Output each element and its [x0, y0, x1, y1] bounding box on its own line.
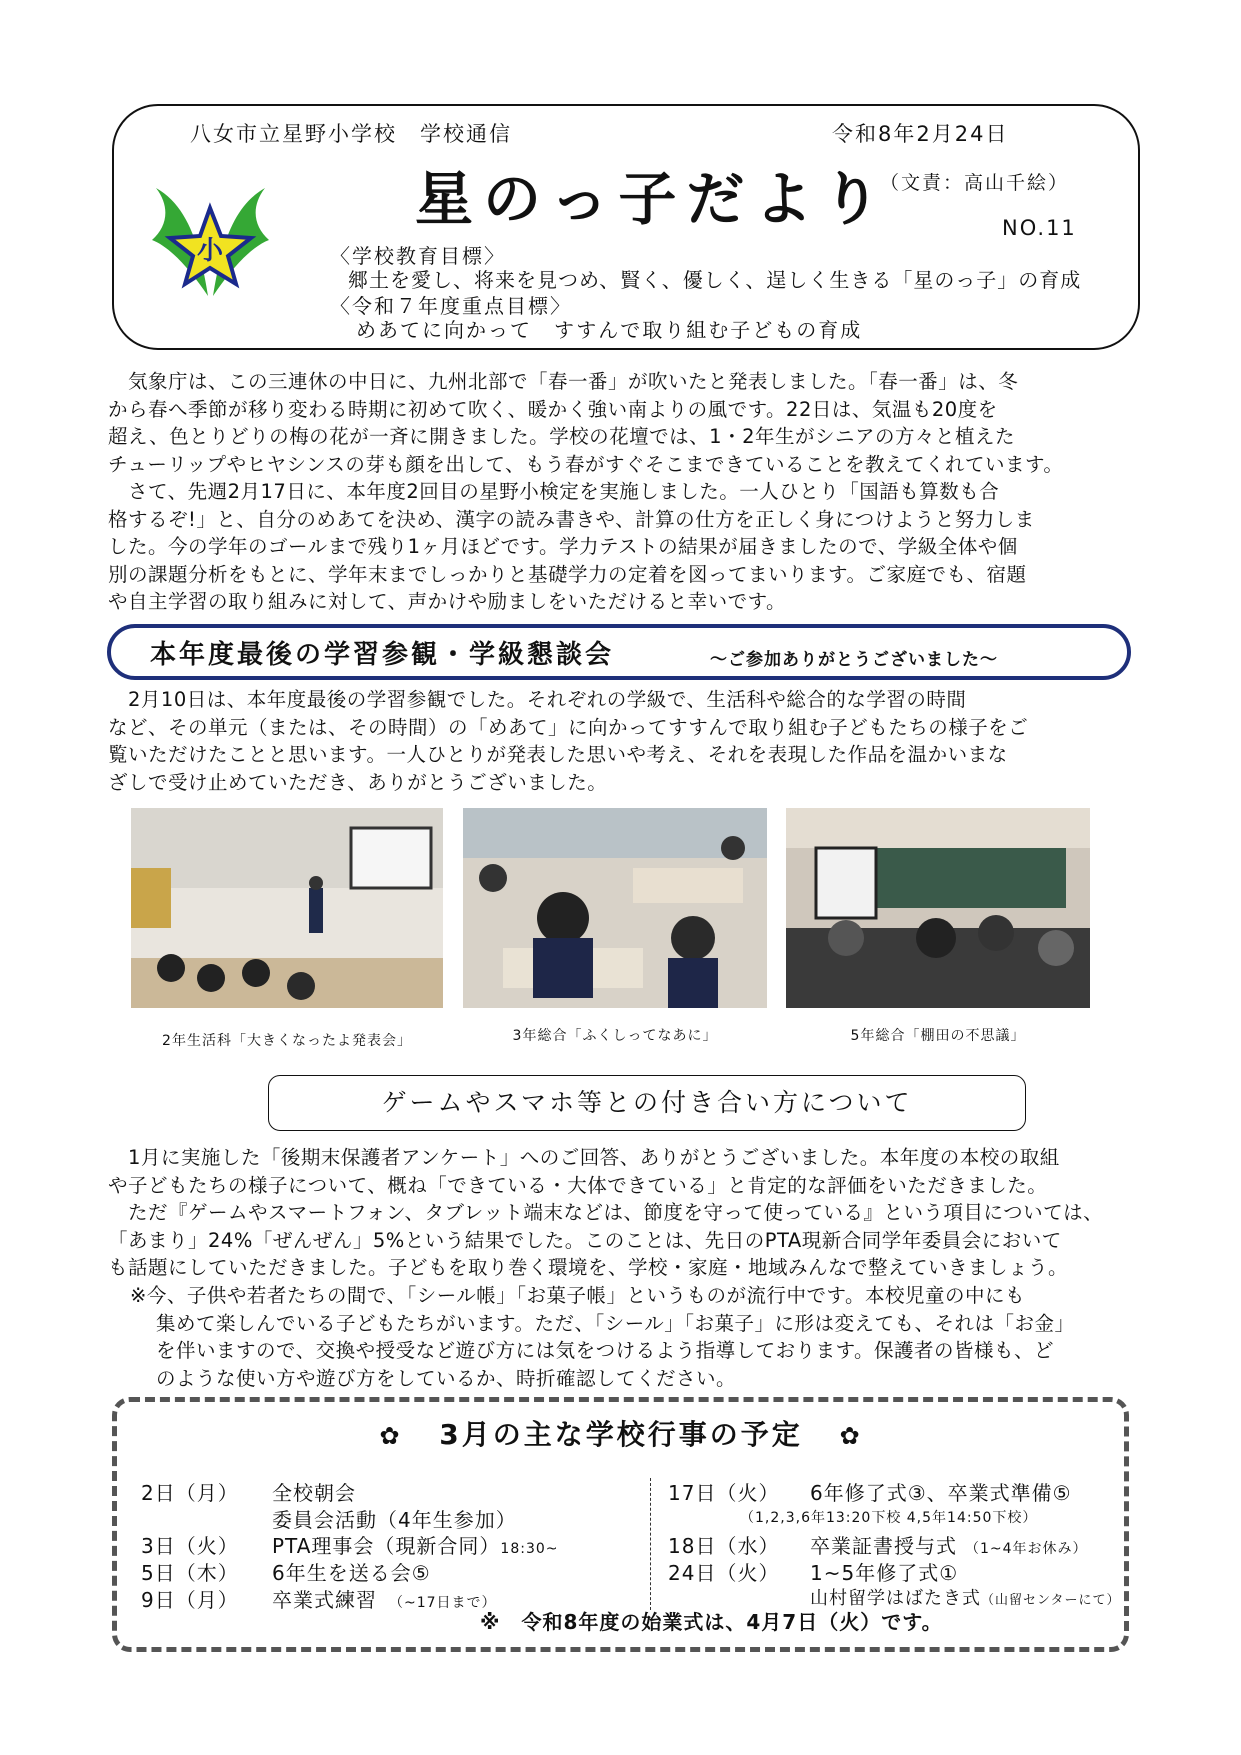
newsletter-title: 星のっ子だより — [415, 165, 891, 233]
focus-text: めあてに向かって すすんで取り組む子どもの育成 — [356, 318, 863, 342]
focus-label: 〈令和７年度重点目標〉 — [330, 294, 572, 318]
section2-heading: ゲームやスマホ等との付き合い方について — [268, 1075, 1026, 1131]
sched-left-day: 3日（火） — [141, 1534, 239, 1558]
sched-left-event: 全校朝会 — [272, 1481, 356, 1505]
flower-icon: ✿ — [839, 1422, 863, 1450]
goal-label: 〈学校教育目標〉 — [330, 244, 506, 268]
sched-right-day: 17日（火） — [668, 1481, 780, 1505]
photo-grade3 — [463, 808, 767, 1008]
section1-heading: 本年度最後の学習参観・学級懇談会 — [150, 640, 615, 670]
issue-number: NO.11 — [1002, 216, 1077, 240]
sched-right-event: 卒業証書授与式 （1~4年お休み） — [810, 1534, 1088, 1558]
sched-right-day: 24日（火） — [668, 1561, 780, 1585]
author: （文責：高山千絵） — [880, 172, 1070, 194]
sched-right-event: 6年修了式③、卒業式準備⑤ — [810, 1481, 1072, 1505]
sched-left-event: 委員会活動（4年生参加） — [272, 1508, 517, 1532]
photo-grade2 — [131, 808, 443, 1008]
sched-right-day: 18日（水） — [668, 1534, 780, 1558]
sched-right-event: 1~5年修了式① — [810, 1561, 959, 1585]
schedule-divider — [650, 1478, 651, 1610]
goal-text: 郷土を愛し、将来を見つめ、賢く、優しく、逞しく生きる「星のっ子」の育成 — [348, 268, 1082, 292]
sched-right-note: （1,2,3,6年13:20下校 4,5年14:50下校） — [740, 1510, 1038, 1526]
section1-paragraph: 2月10日は、本年度最後の学習参観でした。それぞれの学級で、生活科や総合的な学習の時間 など、その単元（または、その時間）の「めあて」に向かってすすんで取り組む子どもたちの様子をご 覧いただけたことと思います。一人ひとりが発表した思いや考え、それを表現した作品を温かいまな ざしで受け止めていただき、ありがとうございました。 — [108, 688, 1029, 794]
sched-left-event: PTA理事会（現新合同）18:30~ — [272, 1534, 559, 1558]
school-logo-icon — [148, 186, 273, 306]
photo-grade5 — [786, 808, 1090, 1008]
schedule-footer: ※ 令和8年度の始業式は、4月7日（火）です。 — [480, 1610, 943, 1634]
section2-note: ※今、子供や若者たちの間で、「シール帳」「お菓子帳」というものが流行中です。本校児童の中にも 集めて楽しんでいる子どもたちがいます。ただ、「シール」「お菓子」に形は変えても、それは「お金」 を伴いますので、交換や授受など遊び方には気をつけるよう指導しております。保護者の皆様も、ど のような使い方や遊び方をしているか、時折確認してください。 — [130, 1284, 1075, 1390]
section2-paragraph: 1月に実施した「後期末保護者アンケート」へのご回答、ありがとうございました。本年度の本校の取組 や子どもたちの様子について、概ね「できている・大体できている」と肯定的な評価をいただきました。 ただ『ゲームやスマートフォン、タブレット端末などは、節度を守って使っている』という項目については、 「あまり」24%「ぜんぜん」5%という結果でした。このことは、先日のPTA現新合同学年委員会において も話題にしていただきました。子どもを取り巻く環境を、学校・家庭・地域みんなで整えていきましょう。 — [108, 1146, 1104, 1279]
logo-text: 小 — [196, 236, 224, 266]
caption-grade2: 2年生活科「大きくなったよ発表会」 — [162, 1033, 412, 1049]
caption-grade3: 3年総合「ふくしってなあに」 — [512, 1028, 718, 1044]
flower-icon: ✿ — [379, 1422, 403, 1450]
sched-left-day: 2日（月） — [141, 1481, 239, 1505]
sched-left-event: 卒業式練習 （~17日まで） — [272, 1588, 497, 1612]
sched-right-event: 山村留学はばたき式（山留センターにて） — [810, 1588, 1121, 1609]
sched-left-day: 9日（月） — [141, 1588, 239, 1612]
issue-date: 令和8年2月24日 — [832, 122, 1009, 146]
caption-grade5: 5年総合「棚田の不思議」 — [850, 1028, 1026, 1044]
section1-subheading: ～ご参加ありがとうございました～ — [710, 650, 998, 670]
sched-left-day: 5日（木） — [141, 1561, 239, 1585]
intro-paragraph: 気象庁は、この三連休の中日に、九州北部で「春一番」が吹いたと発表しました。「春一番」は、冬 から春へ季節が移り変わる時期に初めて吹く、暖かく強い南よりの風です。22日は、気温も20度を 超え、色とりどりの梅の花が一斉に開きました。学校の花壇では、1・2年生がシニアの方々と植えた チューリップやヒヤシンスの芽も顔を出して、もう春がすぐそこまできていることを教えてくれています。 さて、先週2月17日に、本年度2回目の星野小検定を実施しました。一人ひとり「国語も算数も合 格するぞ!」と、自分のめあてを決め、漢字の読み書きや、計算の仕方を正しく身につけようと努力しま した。今の学年のゴールまで残り1ヶ月ほどです。学力テストの結果が届きましたので、学級全体や個 別の課題分析をもとに、学年末までしっかりと基礎学力の定着を図ってまいります。ご家庭でも、宿題 や自主学習の取り組みに対して、声かけや励ましをいただけると幸いです。 — [108, 370, 1064, 613]
sched-left-event: 6年生を送る会⑤ — [272, 1561, 431, 1585]
school-name: 八女市立星野小学校 学校通信 — [190, 122, 512, 146]
schedule-heading: ✿ 3月の主な学校行事の予定 ✿ — [379, 1418, 863, 1451]
